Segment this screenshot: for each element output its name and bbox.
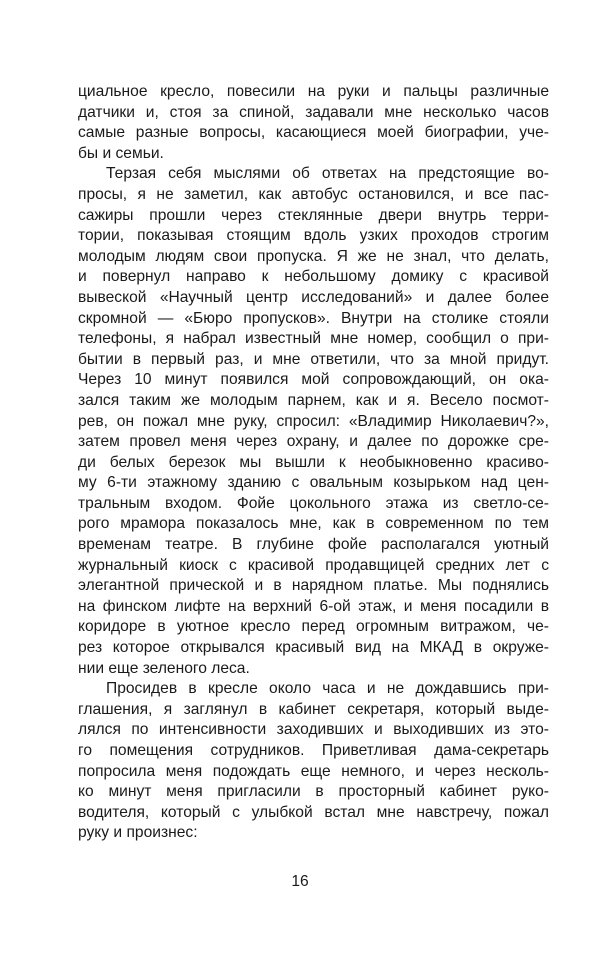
text-line: тории, показывая стоящим вдоль узких проходов строгим	[78, 227, 549, 245]
text-line: попросила меня подождать еще немного, и через несколь-	[78, 762, 549, 780]
text-line: Просидев в кресле около часа и не дождавшись при-	[106, 680, 549, 698]
text-line: затем провел меня через охрану, и далее по дорожке сре-	[78, 433, 549, 451]
text-line: сажиры прошли через стеклянные двери внутрь терри-	[78, 206, 549, 224]
text-line: датчики и, стоя за спиной, задавали мне несколько часов	[78, 103, 549, 121]
text-line: го помещения сотрудников. Приветливая дама-секретарь	[78, 742, 549, 759]
text-line: бы и семьи.	[78, 144, 164, 162]
text-line: рев, он пожал мне руку, спросил: «Владимир Николаевич?»,	[78, 412, 549, 430]
text-line: телефоны, я набрал известный мне номер, сообщил о при-	[78, 330, 549, 348]
text-line: рез которое открывался красивый вид на МКАД в окруже-	[78, 639, 549, 657]
text-line: ди белых березок мы вышли к необыкновенно красиво-	[78, 453, 549, 471]
text-line: зался таким же молодым парнем, как и я. Весело посмот-	[78, 391, 549, 409]
text-line: циальное кресло, повесили на руки и пальцы различные	[78, 83, 549, 100]
body-text	[78, 82, 549, 844]
text-line: просы, я не заметил, как автобус остановился, и все пас-	[78, 185, 549, 203]
text-line: руку и произнес:	[78, 824, 198, 842]
text-line: на финском лифте на верхний 6-ой этаж, и меня посадили в	[78, 597, 549, 615]
text-line: временам театре. В глубине фойе располагался уютный	[78, 536, 549, 554]
text-line: му 6-ти этажному зданию с овальным козырьком над цен-	[78, 474, 549, 492]
text-line: скромной — «Бюро пропусков». Внутри на столике стояли	[78, 309, 549, 327]
text-line: молодым людям свои пропуска. Я же не знал, что делать,	[78, 247, 549, 265]
text-line: журнальный киоск с красивой продавщицей средних лет с	[78, 556, 549, 574]
text-line: самые разные вопросы, касающиеся моей биографии, уче-	[78, 124, 549, 142]
text-line: тральным входом. Фойе цокольного этажа из светло-се-	[78, 494, 549, 512]
page-number: 16	[291, 873, 309, 890]
text-line: вывеской «Научный центр исследований» и далее более	[78, 288, 549, 306]
text-line: водителя, который с улыбкой встал мне навстречу, пожал	[78, 803, 549, 821]
text-line: глашения, я заглянул в кабинет секретаря, который выде-	[78, 700, 549, 718]
text-line: элегантной прической и в нарядном платье. Мы поднялись	[78, 577, 549, 595]
text-line: ко минут меня пригласили в просторный кабинет руко-	[78, 783, 549, 801]
text-line: нии еще зеленого леса.	[78, 659, 250, 677]
text-line: и повернул направо к небольшому домику с красивой	[78, 268, 549, 286]
text-line: рого мрамора показалось мне, как в современном по тем	[78, 515, 549, 533]
text-line: лялся по интенсивности заходивших и выходивших из это-	[78, 721, 549, 739]
text-line: Через 10 минут появился мой сопровождающий, он ока-	[78, 371, 549, 389]
text-line: Терзая себя мыслями об ответах на предстоящие во-	[106, 165, 549, 183]
text-line: бытии в первый раз, и мне ответили, что за мной придут.	[78, 350, 549, 368]
text-line: коридоре в уютное кресло перед огромным витражом, че-	[78, 618, 549, 636]
